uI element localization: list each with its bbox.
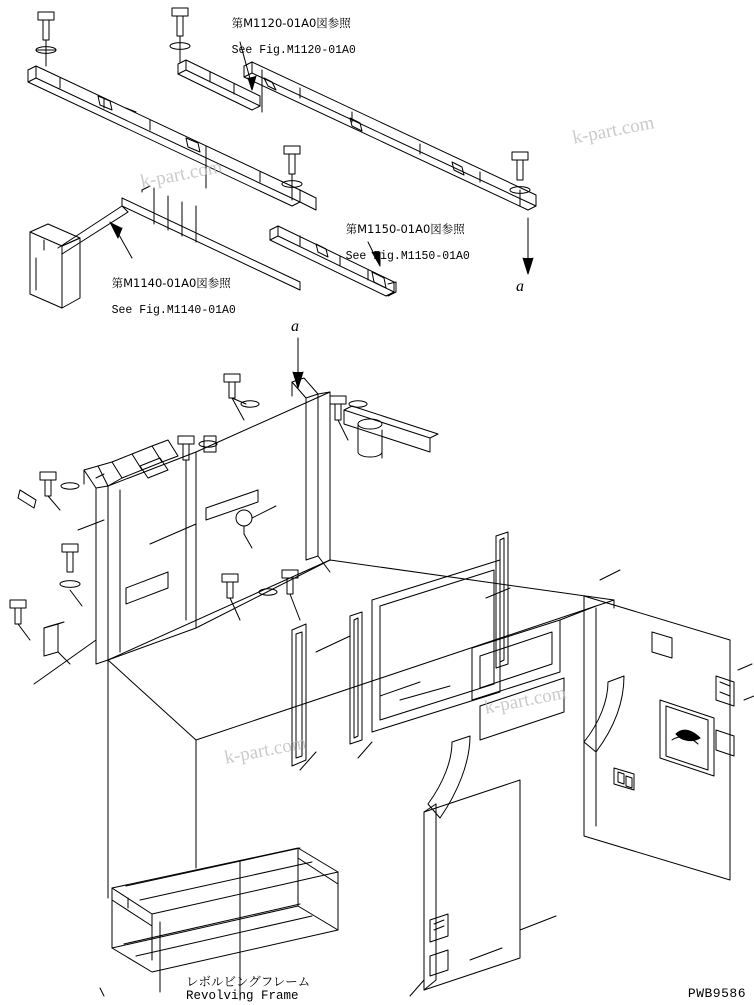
- section-marker-a-lower: a: [516, 278, 524, 295]
- drawing-title-en: Revolving Frame: [186, 989, 299, 1003]
- callout-ref-m1120-jp: 第M1120-01A0図参照: [231, 16, 351, 30]
- callout-ref-m1140-en: See Fig.M1140-01A0: [111, 304, 236, 317]
- watermark-2: k-part.com: [570, 112, 656, 149]
- drawing-part-number: PWB9586: [687, 986, 746, 1001]
- callout-ref-m1140-jp: 第M1140-01A0図参照: [111, 276, 231, 290]
- drawing-title-jp: レボルビングフレーム: [186, 974, 311, 989]
- callout-ref-m1120-en: See Fig.M1120-01A0: [231, 44, 356, 57]
- callout-ref-m1150-jp: 第M1150-01A0図参照: [345, 222, 465, 236]
- callout-ref-m1120: [204, 4, 356, 70]
- callout-ref-m1140: [84, 264, 236, 330]
- watermark-1: k-part.com: [138, 156, 224, 193]
- section-marker-a-upper: a: [291, 318, 299, 335]
- callout-ref-m1150: [318, 210, 470, 276]
- drawing-title-block: [186, 975, 310, 1003]
- callout-ref-m1150-en: See Fig.M1150-01A0: [345, 250, 470, 263]
- watermark-3: k-part.com: [482, 682, 568, 719]
- watermark-4: k-part.com: [222, 732, 308, 769]
